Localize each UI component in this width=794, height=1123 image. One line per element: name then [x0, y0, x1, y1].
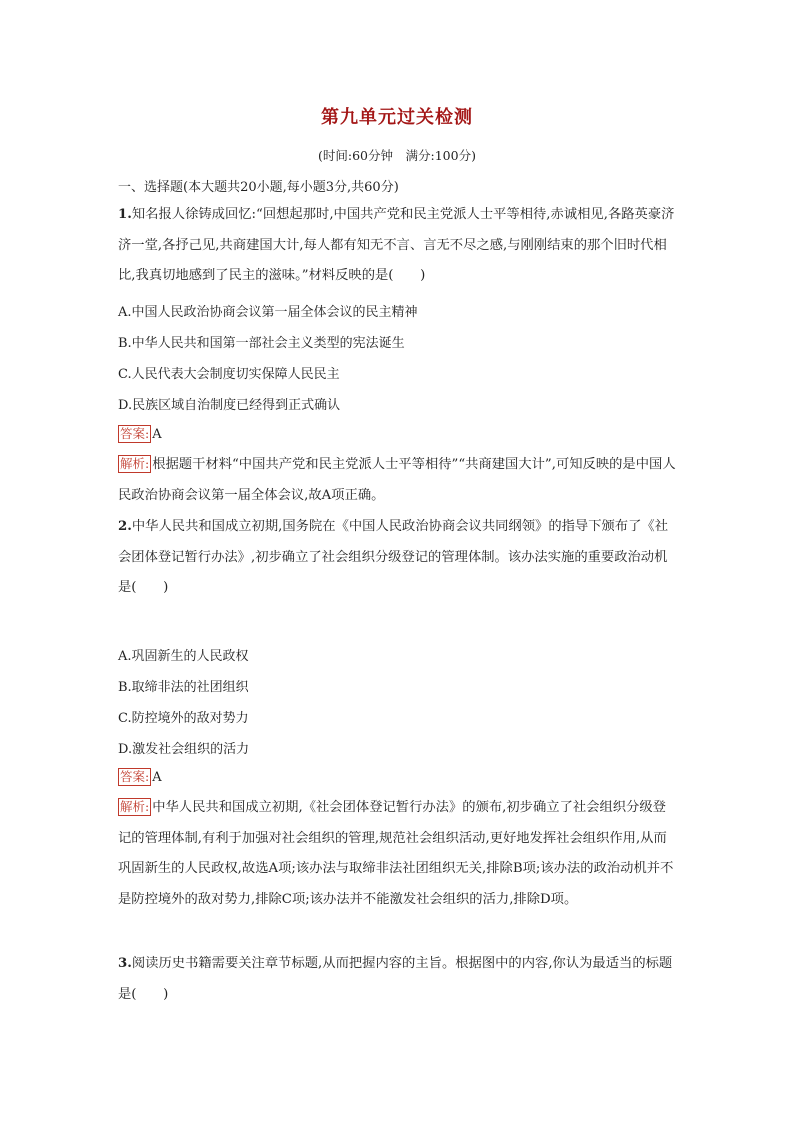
analysis-label: 解析:: [120, 456, 150, 471]
question-1-option-a: A.中国人民政治协商会议第一届全体会议的民主精神: [118, 305, 418, 320]
question-2-option-c: C.防控境外的敌对势力: [118, 711, 249, 726]
answer-value: A: [152, 427, 162, 442]
analysis-label: 解析:: [120, 799, 150, 814]
question-2-option-a: A.巩固新生的人民政权: [118, 649, 249, 664]
question-1-option-b: B.中华人民共和国第一部社会主义类型的宪法诞生: [118, 336, 405, 351]
question-1-stem: [118, 200, 678, 292]
analysis-text: 中华人民共和国成立初期,《社会团体登记暂行办法》的颁布,初步确立了社会组织分级登记的管理体制,有利于加强对社会组织的管理,规范社会组织活动,更好地发挥社会组织作用,从而巩固新生的人民政权,故选A项;该办法与取缔非法社团组织无关,排除B项;该办法的政治动机并不是防控境外的敌对势力,排除C项;该办法并不能激发社会组织的活力,排除D项。: [118, 800, 674, 907]
question-text: 阅读历史书籍需要关注章节标题,从而把握内容的主旨。根据图中的内容,你认为最适当的标题是( ): [118, 956, 673, 1002]
page-title: 第九单元过关检测: [321, 107, 473, 128]
question-2-option-b: B.取缔非法的社团组织: [118, 680, 249, 695]
question-1-option-c: C.人民代表大会制度切实保障人民民主: [118, 367, 340, 382]
answer-label: 答案:: [120, 426, 150, 441]
analysis-text: 根据题干材料“中国共产党和民主党派人士平等相待”“共商建国大计”,可知反映的是中国人民政治协商会议第一届全体会议,故A项正确。: [118, 457, 676, 503]
question-1-option-d: D.民族区域自治制度已经得到正式确认: [118, 398, 341, 413]
question-2-stem: [118, 512, 678, 604]
question-3-stem: [118, 949, 678, 1010]
question-number: 2.: [118, 519, 132, 534]
question-2-analysis: [118, 793, 678, 915]
section-heading: 一、选择题(本大题共20小题,每小题3分,共60分): [118, 180, 399, 195]
question-1-analysis: [118, 450, 678, 511]
answer-value: A: [152, 770, 162, 785]
question-2-answer: [118, 768, 162, 786]
question-1-answer: [118, 425, 162, 443]
question-number: 3.: [118, 956, 132, 971]
question-2-option-d: D.激发社会组织的活力: [118, 742, 250, 757]
exam-time-score: (时间:60分钟 满分:100分): [318, 148, 476, 163]
question-text: 中华人民共和国成立初期,国务院在《中国人民政治协商会议共同纲领》的指导下颁布了《社会团体登记暂行办法》,初步确立了社会组织分级登记的管理体制。该办法实施的重要政治动机是( ): [118, 519, 668, 595]
question-text: 知名报人徐铸成回忆:“回想起那时,中国共产党和民主党派人士平等相待,赤诚相见,各路英豪济济一堂,各抒己见,共商建国大计,每人都有知无不言、言无不尽之感,与刚刚结束的那个旧时代相比,我真切地感到了民主的滋味。”材料反映的是( ): [118, 207, 675, 283]
question-number: 1.: [118, 207, 132, 222]
answer-label: 答案:: [120, 769, 150, 784]
